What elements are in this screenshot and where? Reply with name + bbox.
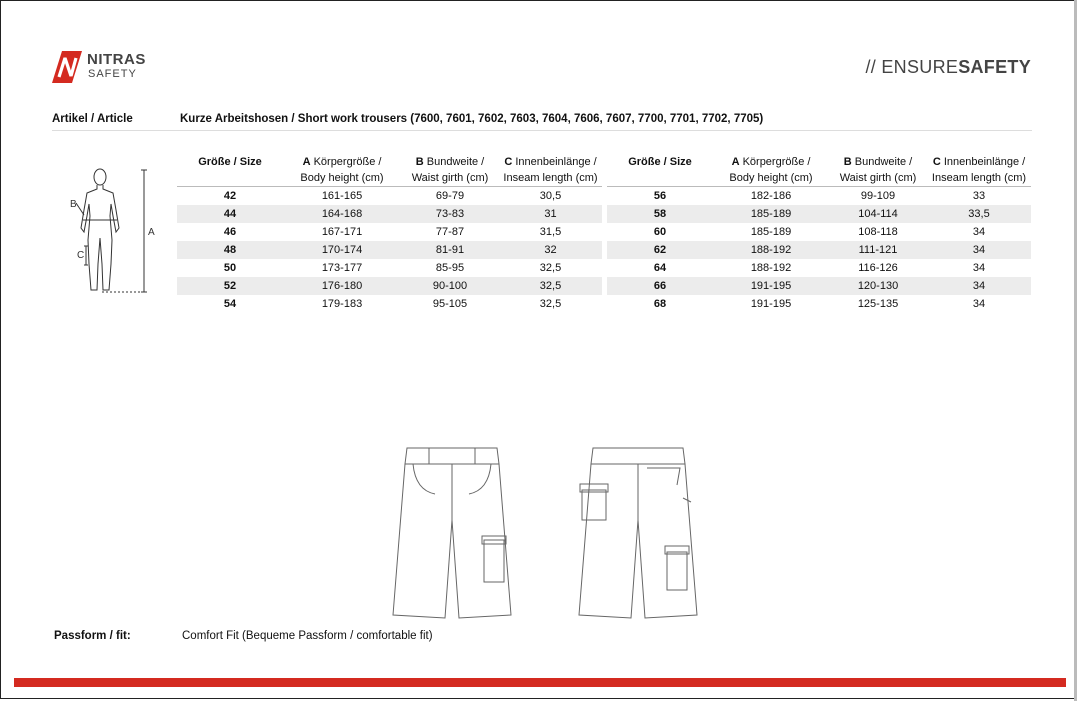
body-height-cell: 179-183: [321, 298, 363, 310]
inseam-cell: 30,5: [539, 190, 562, 202]
body-height-cell: 191-195: [750, 298, 792, 310]
table-row: [177, 295, 602, 313]
inseam-cell: 31: [499, 205, 602, 223]
header-size: Größe / Size: [177, 154, 283, 187]
table-row: [177, 241, 602, 259]
label-c: C: [77, 250, 85, 261]
fit-label: Passform / fit:: [54, 630, 131, 642]
body-height-cell: 188-192: [713, 241, 829, 259]
table-row: [607, 295, 1031, 313]
body-height-cell: 185-189: [713, 205, 829, 223]
nitras-logo: [50, 49, 160, 89]
waist-girth-cell: 111-121: [829, 241, 927, 259]
article-value: Kurze Arbeitshosen / Short work trousers (7600, 7601, 7602, 7603, 7604, 7606, 7607, 7700, 7701, 7702, 7705): [180, 113, 764, 125]
inseam-cell: 34: [972, 298, 986, 310]
article-row: [52, 113, 1032, 131]
body-outline-icon: [62, 160, 167, 300]
waist-girth-cell: 77-87: [435, 226, 465, 238]
inseam-cell: 34: [927, 277, 1031, 295]
table-row: [607, 241, 1031, 259]
size-cell: 42: [223, 190, 237, 202]
size-table-right: [607, 154, 1031, 313]
table-row: [177, 205, 602, 223]
body-height-cell: 161-165: [321, 190, 363, 202]
inseam-cell: 32,5: [539, 262, 562, 274]
article-divider: [52, 130, 1032, 131]
body-height-cell: 164-168: [283, 205, 401, 223]
logo-name: NITRAS: [87, 51, 146, 68]
size-cell: 60: [653, 226, 667, 238]
label-a: A: [148, 227, 155, 238]
waist-girth-cell: 99-109: [860, 190, 896, 202]
size-cell: 64: [653, 262, 667, 274]
inseam-cell: 34: [972, 262, 986, 274]
size-cell: 50: [223, 262, 237, 274]
inseam-cell: 34: [927, 241, 1031, 259]
table-row: [177, 259, 602, 277]
table-header-row: [177, 154, 602, 187]
size-cell: 54: [223, 298, 237, 310]
table-row: [607, 205, 1031, 223]
ensure-safety-tagline: [865, 57, 1031, 78]
waist-girth-cell: 116-126: [858, 262, 898, 274]
body-height-cell: 191-195: [713, 277, 829, 295]
size-table-left: [177, 154, 602, 313]
table-row: [177, 277, 602, 295]
inseam-cell: 32,5: [539, 298, 562, 310]
shorts-drawing-icon: [385, 440, 715, 625]
size-cell: 52: [177, 277, 283, 295]
table-row: [607, 277, 1031, 295]
body-measurement-figure: [62, 160, 167, 300]
size-cell: 68: [653, 298, 667, 310]
inseam-cell: 31,5: [539, 226, 562, 238]
table-row: [607, 223, 1031, 241]
inseam-cell: 32,5: [499, 277, 602, 295]
header-size: Größe / Size: [607, 154, 713, 187]
table-row: [177, 223, 602, 241]
product-drawings: [385, 440, 715, 625]
footer-accent-bar: [14, 678, 1066, 687]
table-row: [177, 187, 602, 206]
inseam-cell: 33: [972, 190, 986, 202]
waist-girth-cell: 81-91: [401, 241, 499, 259]
waist-girth-cell: 125-135: [857, 298, 899, 310]
table-row: [607, 259, 1031, 277]
nitras-logo-icon: [50, 49, 84, 85]
body-height-cell: 185-189: [750, 226, 792, 238]
size-cell: 46: [223, 226, 237, 238]
waist-girth-cell: 85-95: [435, 262, 465, 274]
size-cell: 66: [607, 277, 713, 295]
tagline-bold: SAFETY: [958, 57, 1031, 77]
waist-girth-cell: 95-105: [432, 298, 468, 310]
waist-girth-cell: 120-130: [829, 277, 927, 295]
size-cell: 58: [607, 205, 713, 223]
logo-sub: SAFETY: [88, 68, 137, 80]
inseam-cell: 33,5: [927, 205, 1031, 223]
header-waist-girth: B Bundweite / Waist girth (cm): [829, 154, 927, 187]
body-height-cell: 182-186: [750, 190, 792, 202]
waist-girth-cell: 104-114: [829, 205, 927, 223]
label-b: B: [70, 199, 77, 210]
fit-value: Comfort Fit (Bequeme Passform / comfortable fit): [182, 630, 433, 642]
header-inseam: C Innenbeinlänge / Inseam length (cm): [499, 154, 602, 187]
table-row: [607, 187, 1031, 206]
waist-girth-cell: 69-79: [435, 190, 465, 202]
body-height-cell: 176-180: [283, 277, 401, 295]
body-height-cell: 188-192: [750, 262, 792, 274]
size-cell: 62: [607, 241, 713, 259]
body-height-cell: 167-171: [321, 226, 363, 238]
header-waist-girth: B Bundweite / Waist girth (cm): [401, 154, 499, 187]
header-body-height: A Körpergröße / Body height (cm): [283, 154, 401, 187]
inseam-cell: 34: [972, 226, 986, 238]
table-header-row: [607, 154, 1031, 187]
size-cell: 48: [177, 241, 283, 259]
header-body-height: A Körpergröße / Body height (cm): [713, 154, 829, 187]
waist-girth-cell: 90-100: [401, 277, 499, 295]
inseam-cell: 32: [499, 241, 602, 259]
size-cell: 44: [177, 205, 283, 223]
header-inseam: C Innenbeinlänge / Inseam length (cm): [927, 154, 1031, 187]
body-height-cell: 170-174: [283, 241, 401, 259]
tagline-prefix: // ENSURE: [865, 57, 959, 77]
article-label: Artikel / Article: [52, 113, 133, 125]
body-height-cell: 173-177: [321, 262, 363, 274]
waist-girth-cell: 108-118: [858, 226, 898, 238]
size-cell: 56: [653, 190, 667, 202]
waist-girth-cell: 73-83: [401, 205, 499, 223]
